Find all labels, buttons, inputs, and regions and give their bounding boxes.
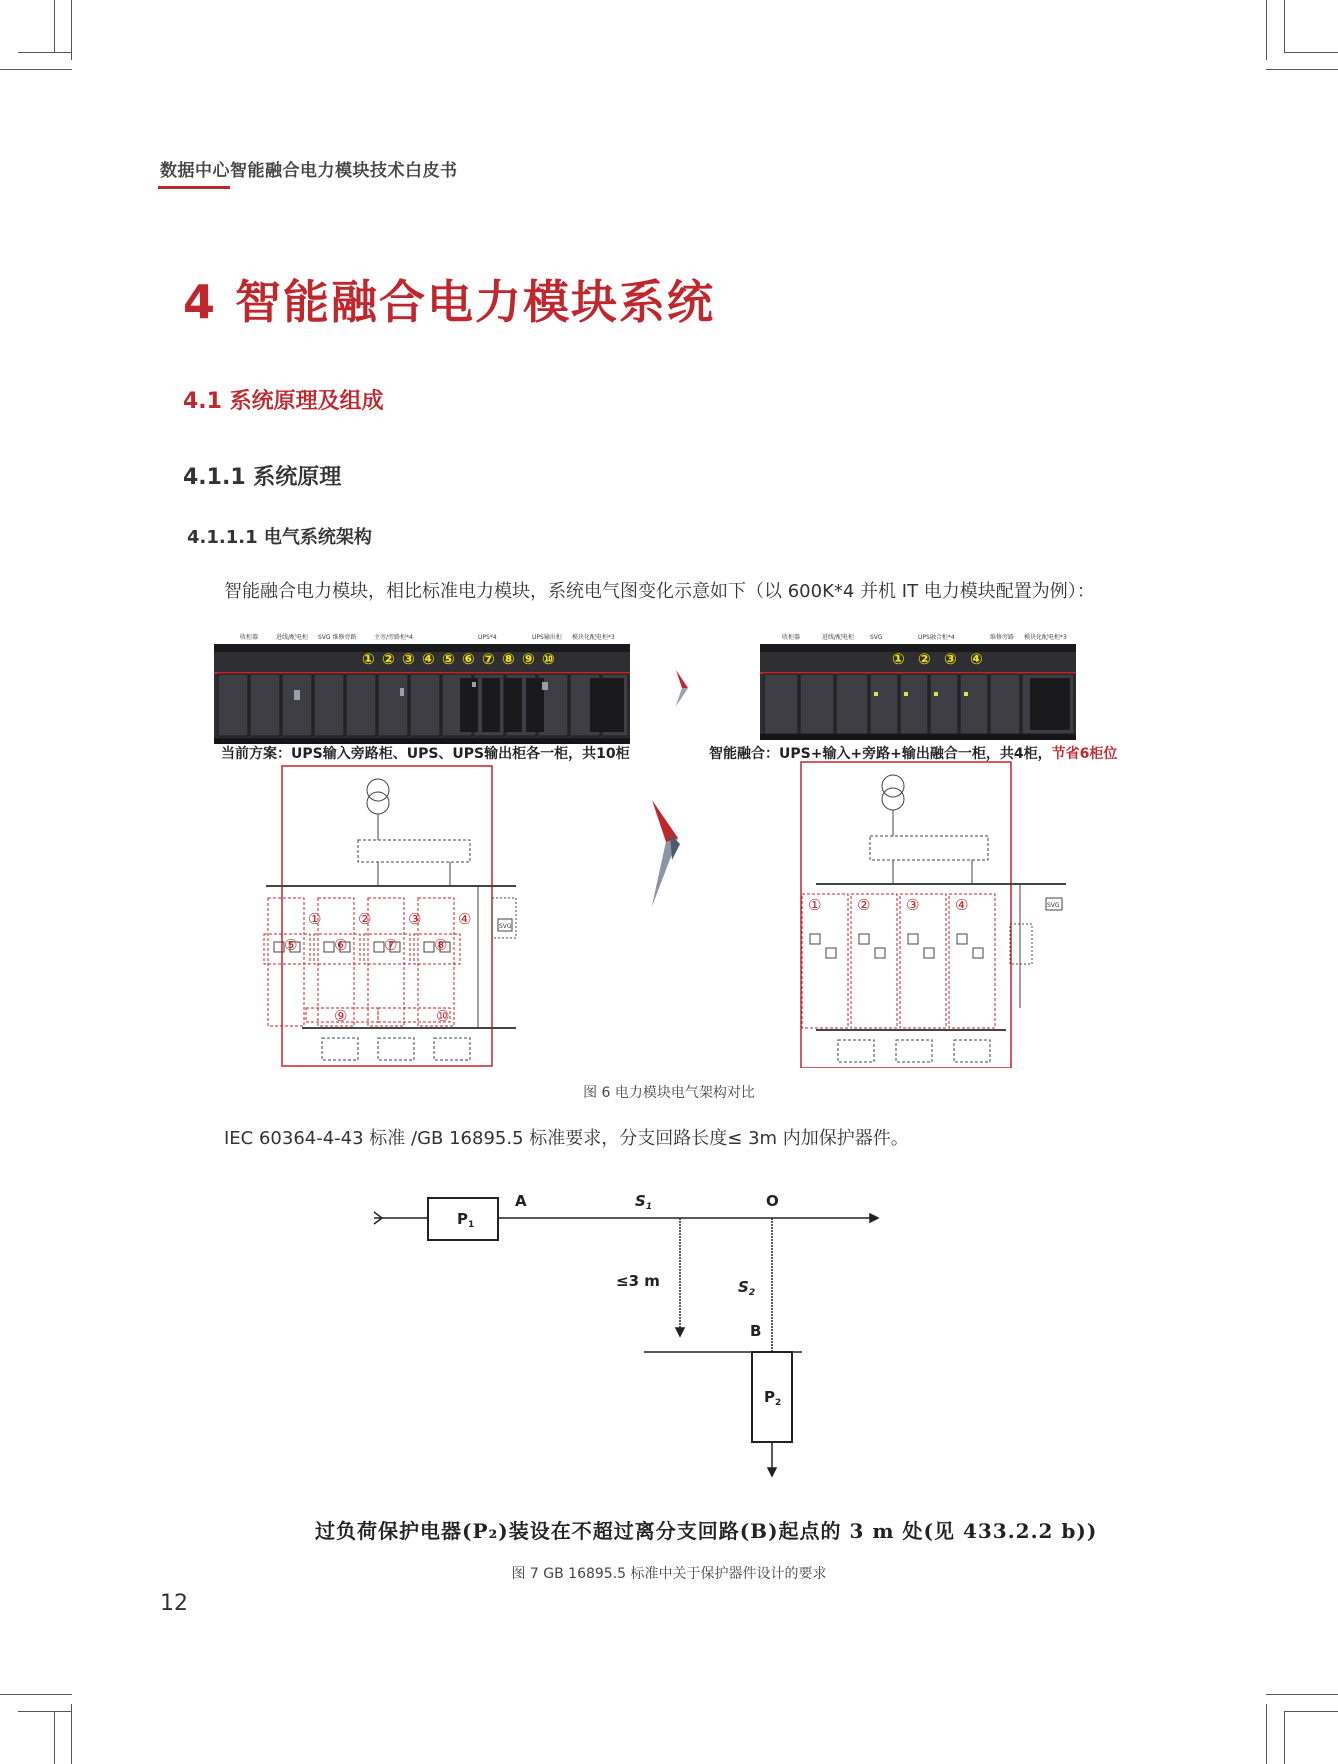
- page-number: 12: [160, 1591, 188, 1616]
- crop-mark: [54, 0, 55, 52]
- distance-label: ≤3 m: [616, 1272, 660, 1290]
- svg-box-label: SVG: [499, 923, 512, 930]
- circle-marker: ⑧: [502, 650, 515, 668]
- circle-marker: ⑥: [334, 936, 348, 954]
- crop-mark: [18, 1711, 72, 1712]
- standard-paragraph: IEC 60364-4-43 标准 /GB 16895.5 标准要求，分支回路长度≤ 3m 内加保护器件。: [224, 1128, 909, 1149]
- crop-mark: [0, 69, 72, 70]
- subsection-title: 4.1.1 系统原理: [183, 465, 342, 490]
- crop-mark: [18, 52, 72, 53]
- cabinet-label: UPS输出柜: [532, 634, 562, 641]
- circle-marker: ②: [382, 650, 395, 668]
- crop-mark: [1266, 1694, 1338, 1695]
- circle-marker: ③: [402, 650, 415, 668]
- circle-marker: ⑤: [284, 936, 298, 954]
- crop-mark: [71, 0, 72, 60]
- savings-highlight: 节省6柜位: [1051, 746, 1118, 762]
- circle-marker: ①: [808, 896, 822, 914]
- s1-label: $S_1$: [635, 1192, 653, 1212]
- intro-paragraph: 智能融合电力模块，相比标准电力模块，系统电气图变化示意如下（以 600K*4 并机 IT 电力模块配置为例）：: [224, 581, 1095, 602]
- circle-marker: ⑧: [434, 936, 448, 954]
- transition-arrow-icon: [676, 670, 688, 706]
- cabinet-label: SVG: [870, 634, 883, 641]
- circle-marker: ④: [422, 650, 435, 668]
- crop-mark: [54, 1711, 55, 1764]
- crop-mark: [1266, 1704, 1267, 1764]
- cabinet-label: 进线/配电柜: [822, 634, 855, 641]
- cabinet-label: SVG 维修旁路: [318, 634, 357, 641]
- transition-arrow-icon: [652, 800, 680, 906]
- header-rule: [158, 186, 230, 189]
- figure7-caption: 图 7 GB 16895.5 标准中关于保护器件设计的要求: [511, 1566, 827, 1582]
- cabinet-label: 模块化配电柜*3: [1024, 634, 1067, 641]
- cabinet-label: 收柜器: [240, 634, 259, 641]
- running-header: 数据中心智能融合电力模块技术白皮书: [160, 161, 458, 181]
- circle-marker: ①: [362, 650, 375, 668]
- point-o-label: O: [766, 1192, 779, 1210]
- cabinet-label: 模块化配电柜*3: [572, 634, 615, 641]
- circle-marker: ⑥: [462, 650, 475, 668]
- crop-mark: [1284, 1711, 1285, 1764]
- figure-6: [210, 628, 1130, 1068]
- circle-marker: ⑦: [482, 650, 495, 668]
- cabinet-label: 收柜器: [782, 634, 801, 641]
- circle-marker: ⑩: [436, 1007, 450, 1025]
- crop-mark: [1266, 69, 1338, 70]
- p1-label: $P_1$: [457, 1210, 475, 1230]
- schematic-right: [801, 762, 1066, 1068]
- circle-marker: ②: [857, 896, 871, 914]
- circle-marker: ②: [358, 910, 372, 928]
- figure6-caption: 图 6 电力模块电气架构对比: [583, 1085, 755, 1101]
- circle-marker: ③: [944, 650, 957, 668]
- figure6-left-caption: 当前方案：UPS输入旁路柜、UPS、UPS输出柜各一柜，共10柜: [221, 746, 630, 762]
- subsubsection-title: 4.1.1.1 电气系统架构: [187, 527, 372, 548]
- figure6-right-caption: 智能融合：UPS+输入+旁路+输出融合一柜，共4柜，节省6柜位: [709, 746, 1118, 762]
- circle-marker: ⑨: [522, 650, 535, 668]
- cabinet-label: 主旁/旁路柜*4: [374, 634, 413, 641]
- circle-marker: ①: [308, 910, 322, 928]
- point-b-label: B: [750, 1322, 762, 1340]
- chapter-title: 4 智能融合电力模块系统: [183, 275, 716, 329]
- section-title: 4.1 系统原理及组成: [183, 389, 384, 414]
- crop-mark: [1284, 52, 1338, 53]
- cabinet-label: UPS*4: [478, 634, 497, 641]
- circle-marker: ③: [408, 910, 422, 928]
- cabinet-label: 进线/配电柜: [276, 634, 309, 641]
- circle-marker: ②: [918, 650, 931, 668]
- p2-label: $P_2$: [764, 1388, 782, 1408]
- circle-marker: ⑩: [542, 650, 555, 668]
- crop-mark: [71, 1704, 72, 1764]
- s2-label: $S_2$: [738, 1278, 756, 1298]
- schematic-left: [264, 766, 516, 1066]
- point-a-label: A: [515, 1192, 527, 1210]
- crop-mark: [1284, 0, 1285, 52]
- circle-marker: ⑨: [334, 1007, 348, 1025]
- figure-6-diagram: [210, 628, 1130, 1068]
- crop-mark: [1266, 0, 1267, 60]
- figure-7-diagram: [370, 1180, 890, 1480]
- cabinet-label: 维修旁路: [990, 634, 1015, 641]
- circle-marker: ④: [955, 896, 969, 914]
- circle-marker: ③: [906, 896, 920, 914]
- circle-marker: ⑦: [384, 936, 398, 954]
- crop-mark: [0, 1694, 72, 1695]
- svg-box-label: SVG: [1047, 902, 1060, 909]
- crop-mark: [1284, 1711, 1338, 1712]
- circle-marker: ④: [970, 650, 983, 668]
- figure-7: [370, 1180, 890, 1480]
- circle-marker: ④: [458, 910, 472, 928]
- circle-marker: ⑤: [442, 650, 455, 668]
- cabinet-label: UPS融合柜*4: [918, 634, 955, 641]
- standard-requirement-text: 过负荷保护电器(P₂)装设在不超过离分支回路(B)起点的 3 m 处(见 433.2.2 b)): [315, 1519, 1098, 1543]
- circle-marker: ①: [892, 650, 905, 668]
